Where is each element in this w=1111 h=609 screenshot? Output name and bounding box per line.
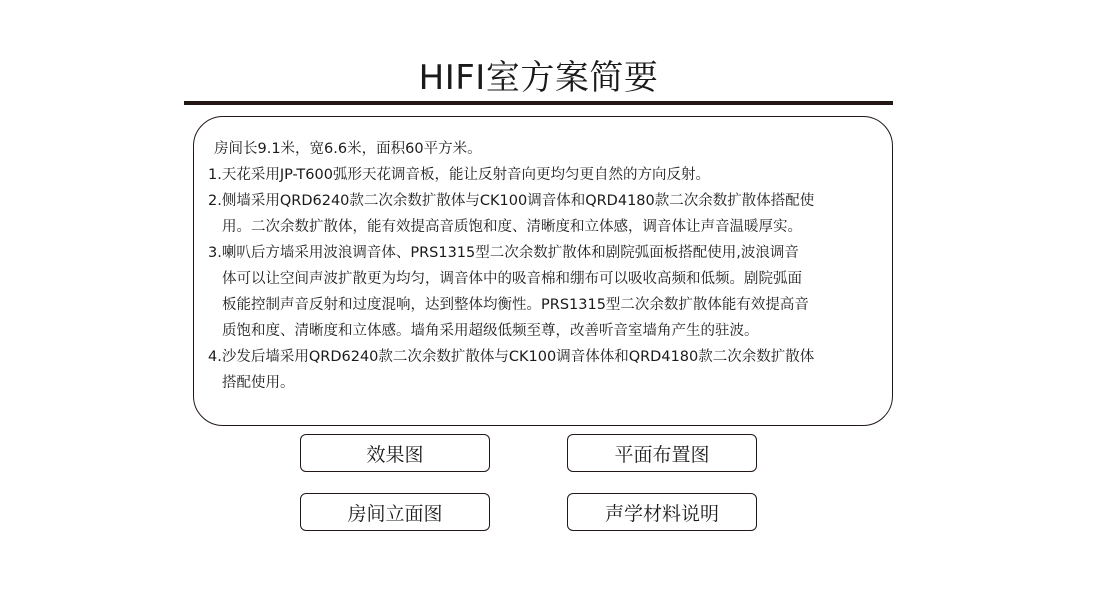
item-3-line-4: 质饱和度、清晰度和立体感。墙角采用超级低频至尊，改善听音室墙角产生的驻波。 — [222, 323, 759, 339]
intro-text: 房间长9.1米，宽6.6米，面积60平方米。 — [214, 141, 482, 157]
item-3-line-2: 体可以让空间声波扩散更为均匀，调音体中的吸音棉和绷布可以吸收高频和低频。剧院弧面 — [222, 271, 802, 287]
item-1-line-1: 1.天花采用JP-T600弧形天花调音板，能让反射音向更均匀更自然的方向反射。 — [208, 167, 710, 183]
item-2-line-2: 用。二次余数扩散体，能有效提高音质饱和度、清晰度和立体感，调音体让声音温暖厚实。 — [222, 219, 802, 235]
item-3-line-3: 板能控制声音反射和过度混响，达到整体均衡性。PRS1315型二次余数扩散体能有效提高音 — [222, 297, 809, 313]
acoustic-materials-button[interactable]: 声学材料说明 — [567, 493, 757, 531]
item-4-line-1: 4.沙发后墙采用QRD6240款二次余数扩散体与CK100调音体体和QRD4180款二次余数扩散体 — [208, 349, 815, 365]
room-elevation-button[interactable]: 房间立面图 — [300, 493, 490, 531]
effect-image-button[interactable]: 效果图 — [300, 434, 490, 472]
item-2-line-1: 2.侧墙采用QRD6240款二次余数扩散体与CK100调音体和QRD4180款二次余数扩散体搭配使 — [208, 193, 815, 209]
page-title: HIFI室方案简要 — [418, 58, 659, 98]
title-underline — [184, 101, 893, 105]
floor-plan-button[interactable]: 平面布置图 — [567, 434, 757, 472]
item-3-line-1: 3.喇叭后方墙采用波浪调音体、PRS1315型二次余数扩散体和剧院弧面板搭配使用,波浪调音 — [208, 245, 799, 261]
description-text — [208, 136, 892, 396]
item-4-line-2: 搭配使用。 — [222, 375, 295, 391]
